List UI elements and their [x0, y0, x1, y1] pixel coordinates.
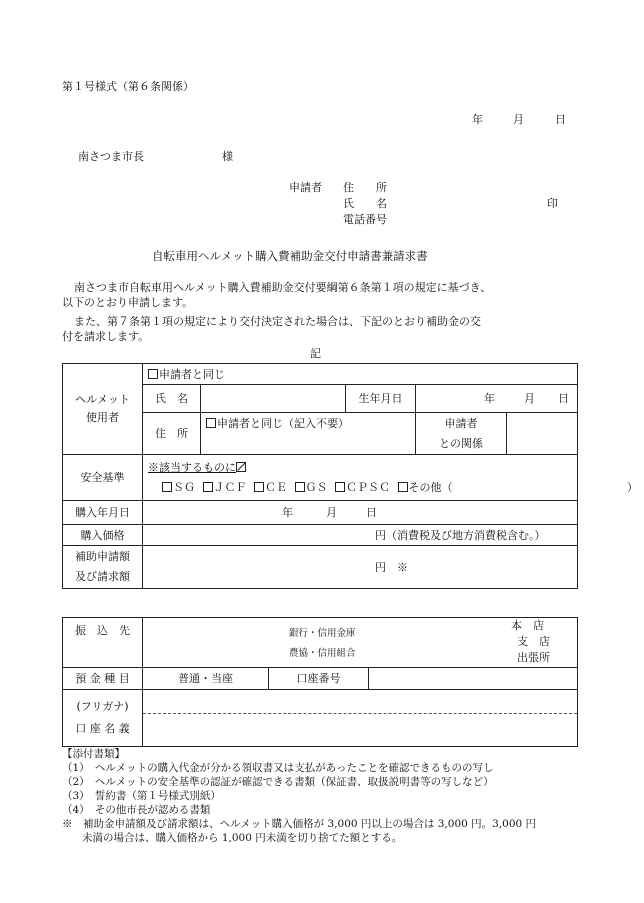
- safety-cell: [143, 455, 638, 501]
- price-label: 購入価格: [63, 525, 143, 546]
- same-as-applicant-row: [63, 364, 578, 385]
- body-line-2: 以下のとおり申請します。: [62, 296, 194, 309]
- subsidy-label-2: 及び請求額: [75, 570, 130, 583]
- price-input[interactable]: [143, 525, 578, 546]
- birth-date-input[interactable]: [416, 385, 578, 413]
- holder-label-cell: [63, 690, 143, 747]
- address-same-cell[interactable]: [201, 413, 416, 434]
- birth-day: 日: [558, 392, 569, 405]
- relation-input[interactable]: [507, 413, 578, 455]
- checked-box-icon: [236, 462, 246, 472]
- relation-label-2: との関係: [416, 434, 507, 455]
- account-row: [63, 668, 578, 690]
- gs-checkbox[interactable]: [295, 482, 305, 492]
- seal-mark: 印: [547, 197, 558, 210]
- birth-label: 生年月日: [346, 385, 416, 413]
- bank-type-2: 農協・信用組合: [289, 648, 356, 659]
- std-sg: ＳＧ: [173, 480, 195, 494]
- date-year: 年: [472, 113, 483, 126]
- address-label: 住 所: [143, 413, 201, 455]
- body-line-1: 南さつま市自転車用ヘルメット購入費補助金交付要綱第６条第１項の規定に基づき、: [74, 281, 492, 294]
- account-no-label: 口座番号: [269, 668, 369, 690]
- holder-name-input[interactable]: [143, 713, 577, 746]
- price-row: [63, 525, 578, 546]
- std-ce: ＣＥ: [265, 480, 287, 494]
- applicant-label: 申請者: [289, 181, 322, 194]
- helmet-user-label-1: ヘルメット: [75, 393, 130, 406]
- account-no-input[interactable]: [369, 668, 578, 690]
- bank-type-1: 銀行・信用金庫: [289, 628, 356, 639]
- note-6: 未満の場合は、購入価格から 1,000 円未満を切り捨てた額とする。: [82, 832, 403, 844]
- note-3: （3） 誓約書（第１号様式別紙）: [62, 790, 221, 802]
- applicant-address-label: 住 所: [343, 181, 387, 194]
- birth-month: 月: [524, 392, 535, 405]
- holder-row: [63, 690, 578, 747]
- std-gs: ＧＳ: [305, 480, 328, 494]
- name-input[interactable]: [201, 385, 346, 413]
- price-unit: 円（消費税及び地方消費税含む。）: [375, 528, 546, 542]
- safety-note: ※該当するものに: [148, 460, 236, 474]
- notes-heading: 【添付書類】: [62, 748, 125, 760]
- body-line-4: 付を請求します。: [62, 330, 150, 343]
- other-checkbox[interactable]: [398, 482, 408, 492]
- safety-label: 安全基準: [63, 455, 143, 501]
- note-1: （1） ヘルメットの購入代金が分かる領収書又は支払があったことを確認できるものの写し: [62, 762, 494, 774]
- branch-3: 出張所: [517, 651, 550, 664]
- pd-year: 年: [282, 506, 293, 519]
- subsidy-row: [63, 546, 578, 589]
- transfer-input[interactable]: [143, 618, 578, 668]
- pd-day: 日: [366, 506, 377, 519]
- transfer-row: [63, 618, 578, 668]
- address-same-text: 申請者と同じ（記入不要）: [217, 417, 349, 430]
- same-as-applicant-checkbox[interactable]: [148, 369, 158, 379]
- subsidy-input[interactable]: [143, 546, 578, 589]
- transfer-label: 振 込 先: [63, 618, 143, 668]
- address-input[interactable]: [201, 434, 416, 455]
- date-month: 月: [513, 113, 524, 126]
- branch-2: 支 店: [517, 635, 550, 648]
- applicant-phone-label: 電話番号: [343, 213, 387, 226]
- std-jcf: ＪＣＦ: [213, 480, 247, 494]
- holder-input[interactable]: [143, 690, 578, 747]
- purchase-date-label: 購入年月日: [63, 501, 143, 525]
- subsidy-label-cell: [63, 546, 143, 589]
- applicant-name-label: 氏 名: [343, 197, 387, 210]
- same-as-applicant-cell[interactable]: [143, 364, 578, 385]
- subsidy-unit: 円 ※: [375, 560, 408, 574]
- date-day: 日: [555, 113, 566, 126]
- furigana-input[interactable]: [143, 690, 577, 713]
- std-cpsc: ＣＰＳＣ: [346, 480, 390, 494]
- helmet-user-label-cell: [63, 364, 143, 455]
- birth-year: 年: [484, 392, 495, 405]
- attachments-notes: [62, 747, 536, 845]
- helmet-user-label-2: 使用者: [86, 411, 119, 424]
- name-label: 氏 名: [143, 385, 201, 413]
- note-5: ※ 補助金申請額及び請求額は、ヘルメット購入価格が 3,000 円以上の場合は 3,000 円。3,000 円: [62, 818, 537, 830]
- purchase-date-input[interactable]: [143, 501, 578, 525]
- furigana-label: (フリガナ): [76, 700, 129, 713]
- subsidy-label-1: 補助申請額: [75, 550, 130, 563]
- safety-row: [63, 455, 578, 501]
- bank-table: [62, 617, 578, 747]
- jcf-checkbox[interactable]: [203, 482, 213, 492]
- branch-1: 本 店: [511, 619, 544, 632]
- same-as-applicant-text: 申請者と同じ: [159, 367, 225, 381]
- ce-checkbox[interactable]: [254, 482, 264, 492]
- sg-checkbox[interactable]: [162, 482, 172, 492]
- addressee: 南さつま市長: [78, 150, 144, 163]
- account-type-label: 預 金 種 目: [63, 668, 143, 690]
- purchase-date-row: [63, 501, 578, 525]
- cpsc-checkbox[interactable]: [335, 482, 345, 492]
- note-2: （2） ヘルメットの安全基準の認証が確認できる書類（保証書、取扱説明書等の写しなど）: [62, 776, 494, 788]
- form-number: 第１号様式（第６条関係）: [62, 80, 194, 93]
- document-title: 自転車用ヘルメット購入費補助金交付申請書兼請求書: [152, 249, 428, 263]
- address-same-checkbox[interactable]: [206, 418, 216, 428]
- std-other: その他（: [408, 480, 453, 494]
- pd-month: 月: [326, 506, 337, 519]
- helmet-form-table: [62, 363, 638, 589]
- body-line-3: また、第７条第１項の規定により交付決定された場合は、下記のとおり補助金の交: [74, 315, 481, 328]
- honorific: 様: [222, 150, 233, 163]
- account-type-value[interactable]: 普通・当座: [143, 668, 269, 690]
- std-other-close: ）: [627, 480, 638, 494]
- note-4: （4） その他市長が認める書類: [62, 804, 211, 816]
- holder-label: 口 座 名 義: [75, 722, 130, 735]
- ki-mark: 記: [310, 347, 321, 360]
- relation-label-1: 申請者: [416, 413, 507, 434]
